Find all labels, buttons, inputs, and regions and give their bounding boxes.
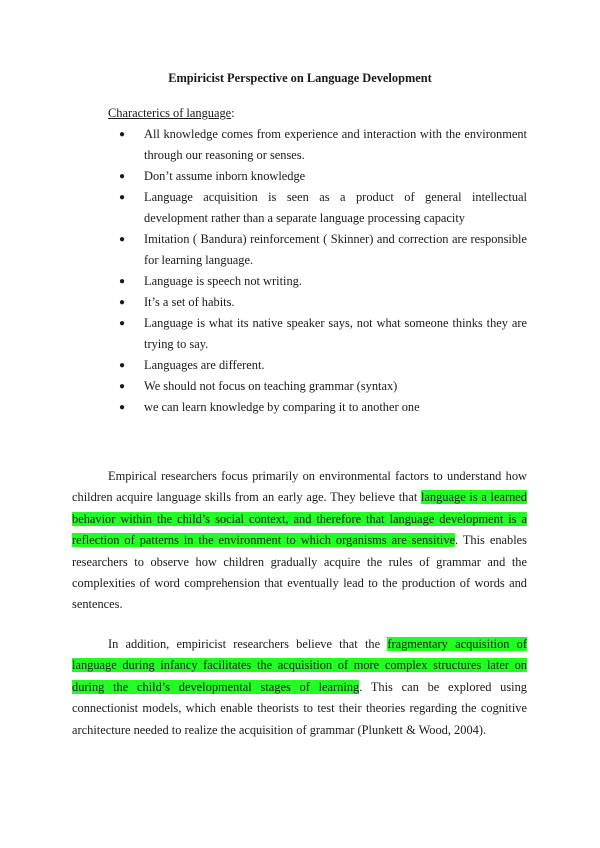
characteristics-list bbox=[108, 124, 527, 418]
bullet-icon: ● bbox=[119, 381, 126, 392]
bullet-icon: ● bbox=[119, 129, 126, 140]
list-item bbox=[108, 313, 527, 355]
list-item-text: Languages are different. bbox=[144, 358, 265, 372]
document-title: Empiricist Perspective on Language Development bbox=[168, 71, 432, 85]
list-item-text: Language is speech not writing. bbox=[144, 274, 302, 288]
paragraph-text: Empirical researchers focus primarily on environmental factors to understand how children acquire language skills from an early age. They believe that bbox=[72, 469, 527, 505]
bullet-icon: ● bbox=[119, 171, 126, 182]
list-item bbox=[108, 124, 527, 166]
bullet-icon: ● bbox=[119, 402, 126, 413]
list-item-text: Language acquisition is seen as a product of general intellectual development rather than a separate language processing capacity bbox=[144, 190, 527, 225]
body-paragraph-2 bbox=[72, 634, 527, 741]
section-heading bbox=[108, 105, 235, 121]
section-heading-colon: : bbox=[231, 106, 235, 120]
list-item-text: Language is what its native speaker says, not what someone thinks they are trying to say. bbox=[144, 316, 527, 351]
highlighted-text: fragmentary acquisition of language during infancy facilitates the acquisition of more complex structures later on during the child’s developmental stages of learning bbox=[72, 637, 528, 694]
bullet-icon: ● bbox=[119, 234, 126, 245]
bullet-icon: ● bbox=[119, 192, 126, 203]
bullet-icon: ● bbox=[119, 360, 126, 371]
paragraph-text: . This can be explored using connectionist models, which enable theorists to test their theories regarding the cognitive architecture needed to realize the acquisition of grammar (Plunkett & Wood, 2004). bbox=[72, 679, 527, 737]
body-paragraph-1 bbox=[72, 466, 527, 616]
list-item-text: Don’t assume inborn knowledge bbox=[144, 169, 306, 183]
list-item bbox=[108, 166, 527, 187]
section-heading-text: Characterics of language bbox=[108, 106, 232, 120]
bullet-icon: ● bbox=[119, 318, 126, 329]
list-item-text: All knowledge comes from experience and interaction with the environment through our reasoning or senses. bbox=[144, 127, 527, 162]
list-item bbox=[108, 187, 527, 229]
list-item-text: Imitation ( Bandura) reinforcement ( Skinner) and correction are responsible for learning language. bbox=[144, 232, 527, 267]
list-item bbox=[108, 271, 527, 292]
list-item-text: It’s a set of habits. bbox=[144, 295, 235, 309]
paragraph-text: In addition, empiricist researchers believe that the bbox=[108, 637, 388, 651]
list-item bbox=[108, 397, 527, 418]
highlighted-text: language is a learned behavior within the child’s social context, and therefore that language development is a reflection of patterns in the environment to which organisms are sensitive bbox=[72, 490, 527, 548]
list-item bbox=[108, 355, 527, 376]
list-item bbox=[108, 376, 527, 397]
list-item-text: We should not focus on teaching grammar (syntax) bbox=[144, 379, 398, 393]
list-item bbox=[108, 292, 527, 313]
bullet-icon: ● bbox=[119, 297, 126, 308]
paragraph-text: . This enables researchers to observe how children gradually acquire the rules of grammar and the complexities of word comprehension that eventually lead to the production of words and sentences. bbox=[72, 533, 527, 612]
list-item-text: we can learn knowledge by comparing it to another one bbox=[144, 400, 420, 414]
bullet-icon: ● bbox=[119, 276, 126, 287]
list-item bbox=[108, 229, 527, 271]
